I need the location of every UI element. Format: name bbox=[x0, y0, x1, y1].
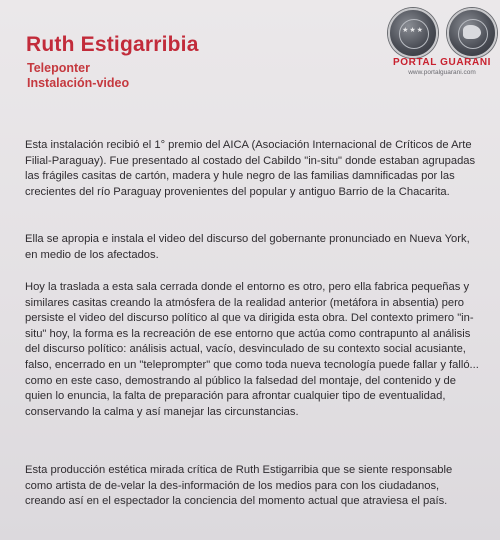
artist-name: Ruth Estigarribia bbox=[26, 33, 199, 56]
paragraph-context: Hoy la traslada a esta sala cerrada donde el entorno es otro, pero ella fabrica pequeñas y similares casitas creando la atmósfera de la realidad anterior (metáfora in absentia) pero persiste el video del discurso político al que va dirigida esta obra. Del contexto primero "in-situ" hoy, la forma es la recreación de ese entorno que actúa como contrapunto al análisis del discurso político: análisis actual, vacío, desvinculado de su contexto social acusiante, falso, encerrado en un "teleprompter" que como toda nueva tecnología puede fallar y falló... como en este caso, demostrando al público la falsedad del montaje, del contenido y de quien lo enuncia, la falta de preparación para afrontar cualquier tipo de eventualidad, conservando la calma y así manejar las circunstancias. bbox=[25, 281, 479, 418]
paragraph-video: Ella se apropia e instala el video del discurso del gobernante pronunciado en Nueva York, en medio de los afectados. bbox=[25, 233, 470, 261]
paraguay-map-icon bbox=[447, 8, 497, 58]
paragraph-conclusion: Esta producción estética mirada crítica de Ruth Estigarribia que se siente responsable como artista de de-velar la des-información de los medios para con los ciudadanos, creando así en el espectador la conciencia del momento actual que atraviesa el país. bbox=[25, 464, 453, 508]
artwork-medium: Instalación-video bbox=[27, 76, 130, 90]
stars-icon: ★★★ bbox=[402, 27, 424, 34]
watermark-url: www.portalguarani.com bbox=[408, 69, 476, 76]
watermark-brand: PORTAL GUARANI bbox=[392, 57, 492, 68]
map-shape bbox=[463, 25, 481, 39]
seal-ring bbox=[399, 19, 429, 49]
artwork-title: Teleponter bbox=[27, 61, 90, 75]
seal-stars-icon bbox=[388, 8, 438, 58]
paragraph-award: Esta instalación recibió el 1° premio del AICA (Asociación Internacional de Críticos de Arte Filial-Paraguay). Fue presentado al costado del Cabildo "in-situ" donde estaban agrupadas las frágiles casitas de cartón, madera y hule negro de las familias damnificadas por las crecientes del río Paraguay provenientes del popular y antiguo Barrio de la Chacarita. bbox=[25, 139, 476, 198]
